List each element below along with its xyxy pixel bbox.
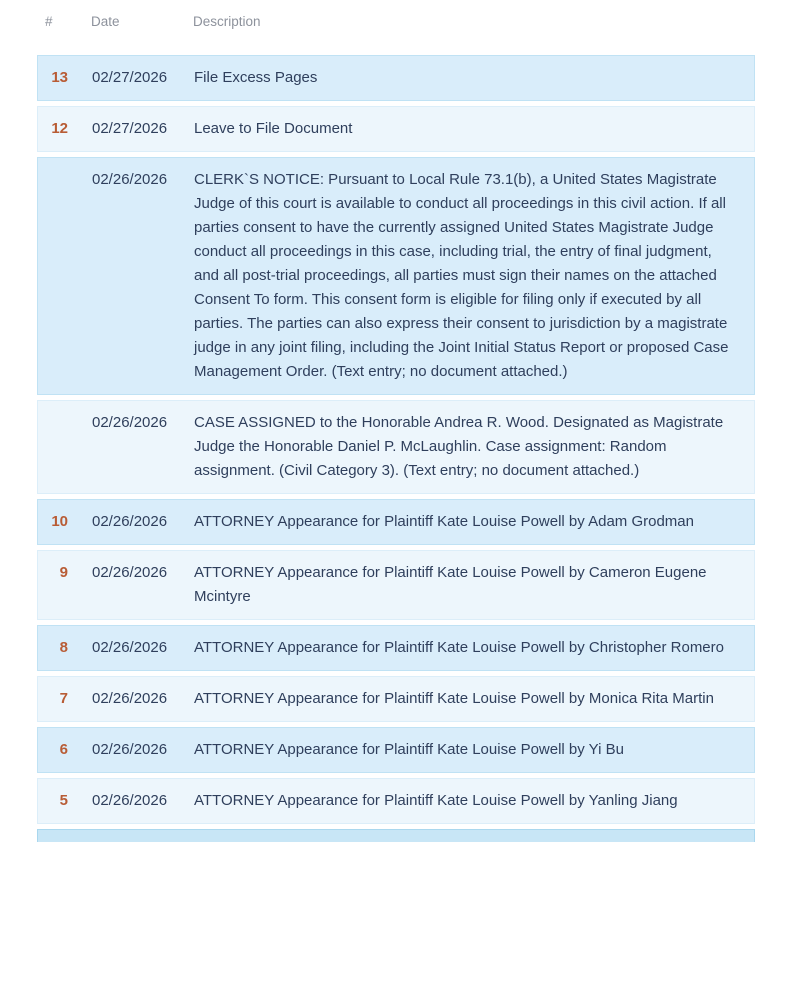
entry-description: ATTORNEY Appearance for Plaintiff Kate Louise Powell by Christopher Romero xyxy=(194,639,724,656)
table-row[interactable] xyxy=(37,727,755,773)
docket-rows xyxy=(37,55,755,842)
column-header-description: Description xyxy=(193,14,261,29)
table-row[interactable] xyxy=(37,499,755,545)
entry-number[interactable]: 7 xyxy=(59,690,68,707)
entry-number[interactable]: 8 xyxy=(59,639,68,656)
entry-description: CASE ASSIGNED to the Honorable Andrea R. Wood. Designated as Magistrate Judge the Honorable Daniel P. McLaughlin. Case assignment: Random assignment. (Civil Category 3). (Text entry; no document attached.) xyxy=(194,414,724,479)
column-header-number: # xyxy=(45,14,53,29)
table-row[interactable] xyxy=(37,676,755,722)
entry-description: ATTORNEY Appearance for Plaintiff Kate Louise Powell by Yanling Jiang xyxy=(194,792,678,809)
entry-date: 02/26/2026 xyxy=(92,741,168,758)
entry-date: 02/26/2026 xyxy=(92,564,168,581)
table-row[interactable] xyxy=(37,157,755,395)
entry-number[interactable]: 10 xyxy=(51,513,68,530)
table-row[interactable] xyxy=(37,400,755,494)
table-header-row xyxy=(37,0,755,55)
entry-date: 02/26/2026 xyxy=(92,513,168,530)
entry-number[interactable]: 6 xyxy=(59,741,68,758)
entry-date: 02/26/2026 xyxy=(92,171,168,188)
table-row[interactable] xyxy=(37,55,755,101)
table-row[interactable] xyxy=(37,550,755,620)
entry-date: 02/26/2026 xyxy=(92,639,168,656)
entry-number[interactable]: 12 xyxy=(51,120,68,137)
entry-description: ATTORNEY Appearance for Plaintiff Kate Louise Powell by Monica Rita Martin xyxy=(194,690,714,707)
entry-date: 02/26/2026 xyxy=(92,792,168,809)
entry-date: 02/27/2026 xyxy=(92,69,168,86)
entry-date: 02/26/2026 xyxy=(92,414,168,431)
entry-description: Leave to File Document xyxy=(194,120,353,137)
entry-number[interactable]: 13 xyxy=(51,69,68,86)
entry-description: CLERK`S NOTICE: Pursuant to Local Rule 73.1(b), a United States Magistrate Judge of this court is available to conduct all proceedings in this civil action. If all parties consent to have the currently assigned United States Magistrate Judge conduct all proceedings in this case, including trial, the entry of final judgment, and all post-trial proceedings, all parties must sign their names on the attached Consent To form. This consent form is eligible for filing only if executed by all parties. The parties can also express their consent to jurisdiction by a magistrate judge in any joint filing, including the Joint Initial Status Report or proposed Case Management Order. (Text entry; no document attached.) xyxy=(194,171,729,380)
table-row[interactable] xyxy=(37,625,755,671)
entry-date: 02/27/2026 xyxy=(92,120,168,137)
next-row-peek xyxy=(37,829,755,842)
entry-number[interactable]: 5 xyxy=(59,792,68,809)
column-header-date: Date xyxy=(91,14,120,29)
entry-date: 02/26/2026 xyxy=(92,690,168,707)
entry-description: ATTORNEY Appearance for Plaintiff Kate Louise Powell by Adam Grodman xyxy=(194,513,694,530)
entry-description: ATTORNEY Appearance for Plaintiff Kate Louise Powell by Yi Bu xyxy=(194,741,624,758)
entry-description: ATTORNEY Appearance for Plaintiff Kate Louise Powell by Cameron Eugene Mcintyre xyxy=(194,564,707,605)
table-row[interactable] xyxy=(37,778,755,824)
entry-number[interactable]: 9 xyxy=(59,564,68,581)
entry-description: File Excess Pages xyxy=(194,69,318,86)
table-row[interactable] xyxy=(37,106,755,152)
